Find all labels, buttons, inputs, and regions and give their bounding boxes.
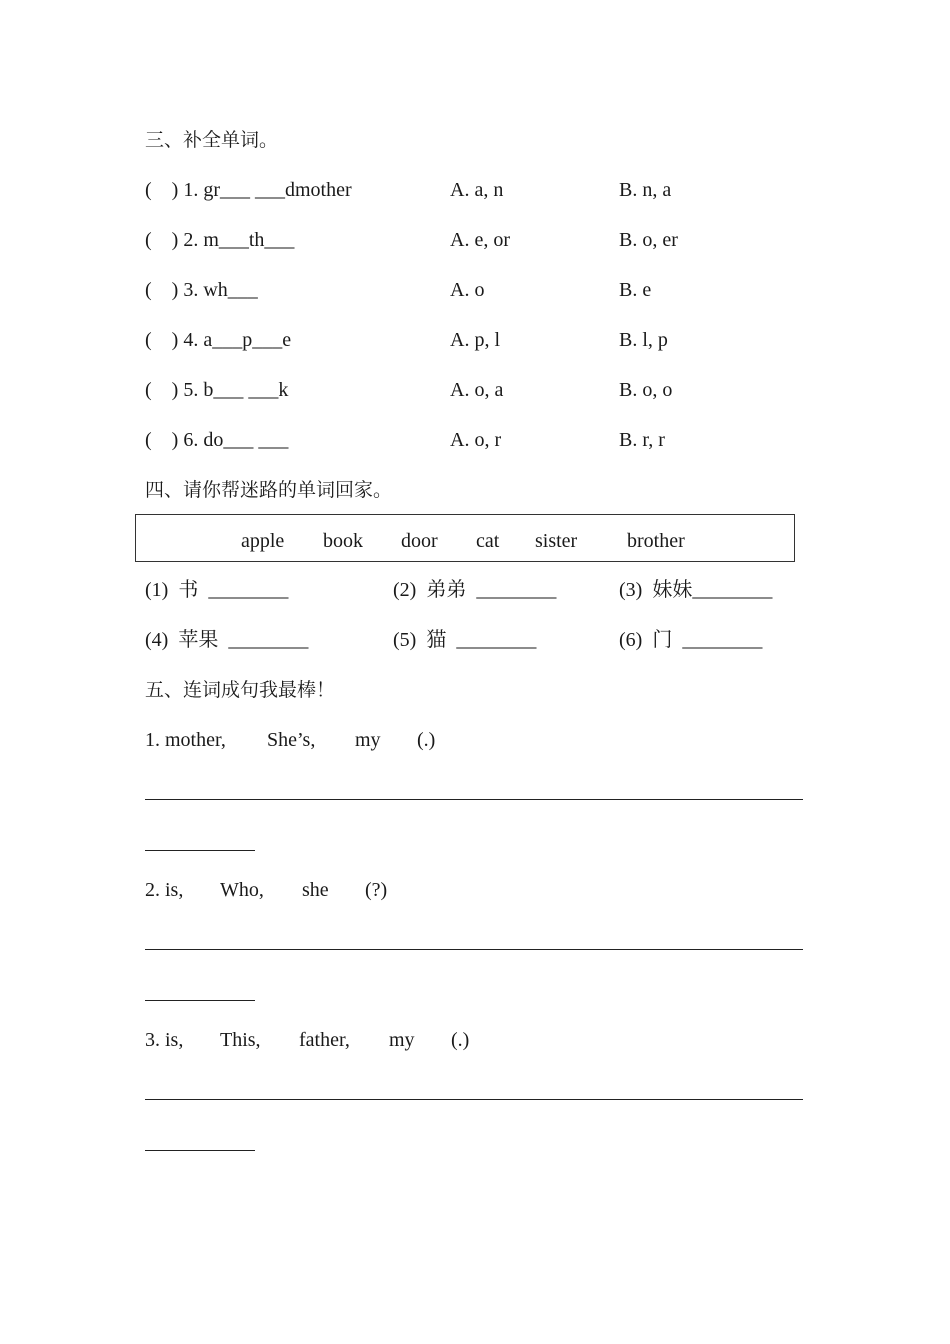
q5-2-word: (?) <box>365 879 388 901</box>
q3-4-stem: ( ) 4. a___p___e <box>145 329 292 351</box>
match-item-4: (4) 苹果 ________ <box>145 629 309 651</box>
q5-1-word: She’s, <box>267 729 316 751</box>
q5-3-word: This, <box>220 1029 261 1051</box>
answer-line <box>145 850 255 851</box>
q3-5-option-a: A. o, a <box>450 379 504 401</box>
answer-line <box>145 949 803 950</box>
q3-1-option-b: B. n, a <box>619 179 672 201</box>
q5-2-word: 2. is, <box>145 879 184 901</box>
word-bank-word: brother <box>627 530 685 552</box>
q3-2-option-a: A. e, or <box>450 229 510 251</box>
q3-2-stem: ( ) 2. m___th___ <box>145 229 295 251</box>
answer-line <box>145 1099 803 1100</box>
q3-6-stem: ( ) 6. do___ ___ <box>145 429 289 451</box>
q5-3-word: father, <box>299 1029 350 1051</box>
q3-1-option-a: A. a, n <box>450 179 504 201</box>
q3-6-option-a: A. o, r <box>450 429 502 451</box>
word-bank-word: cat <box>476 530 500 552</box>
match-item-5: (5) 猫 ________ <box>393 629 537 651</box>
q5-1-word: 1. mother, <box>145 729 226 751</box>
word-bank-box <box>135 514 795 562</box>
section-5-heading: 五、连词成句我最棒！ <box>145 679 336 701</box>
match-item-3: (3) 妹妹________ <box>619 579 773 601</box>
q5-2-word: she <box>302 879 329 901</box>
q3-3-stem: ( ) 3. wh___ <box>145 279 258 301</box>
q5-1-word: (.) <box>417 729 436 751</box>
q5-3-word: 3. is, <box>145 1029 184 1051</box>
word-bank-word: sister <box>535 530 578 552</box>
answer-line <box>145 1150 255 1151</box>
word-bank-word: book <box>323 530 363 552</box>
q5-1-word: my <box>355 729 381 751</box>
q3-4-option-a: A. p, l <box>450 329 500 351</box>
q3-3-option-a: A. o <box>450 279 485 301</box>
match-item-2: (2) 弟弟 ________ <box>393 579 557 601</box>
q5-2-word: Who, <box>220 879 264 901</box>
q3-2-option-b: B. o, er <box>619 229 678 251</box>
q3-5-option-b: B. o, o <box>619 379 673 401</box>
section-4-heading: 四、请你帮迷路的单词回家。 <box>145 479 393 501</box>
answer-line <box>145 1000 255 1001</box>
q5-3-word: my <box>389 1029 415 1051</box>
q3-1-stem: ( ) 1. gr___ ___dmother <box>145 179 352 201</box>
match-item-1: (1) 书 ________ <box>145 579 289 601</box>
q3-4-option-b: B. l, p <box>619 329 668 351</box>
word-bank-word: apple <box>241 530 285 552</box>
section-3-heading: 三、补全单词。 <box>145 129 279 151</box>
q3-6-option-b: B. r, r <box>619 429 665 451</box>
answer-line <box>145 799 803 800</box>
word-bank-word: door <box>401 530 438 552</box>
q3-3-option-b: B. e <box>619 279 652 301</box>
q5-3-word: (.) <box>451 1029 470 1051</box>
q3-5-stem: ( ) 5. b___ ___k <box>145 379 289 401</box>
match-item-6: (6) 门 ________ <box>619 629 763 651</box>
